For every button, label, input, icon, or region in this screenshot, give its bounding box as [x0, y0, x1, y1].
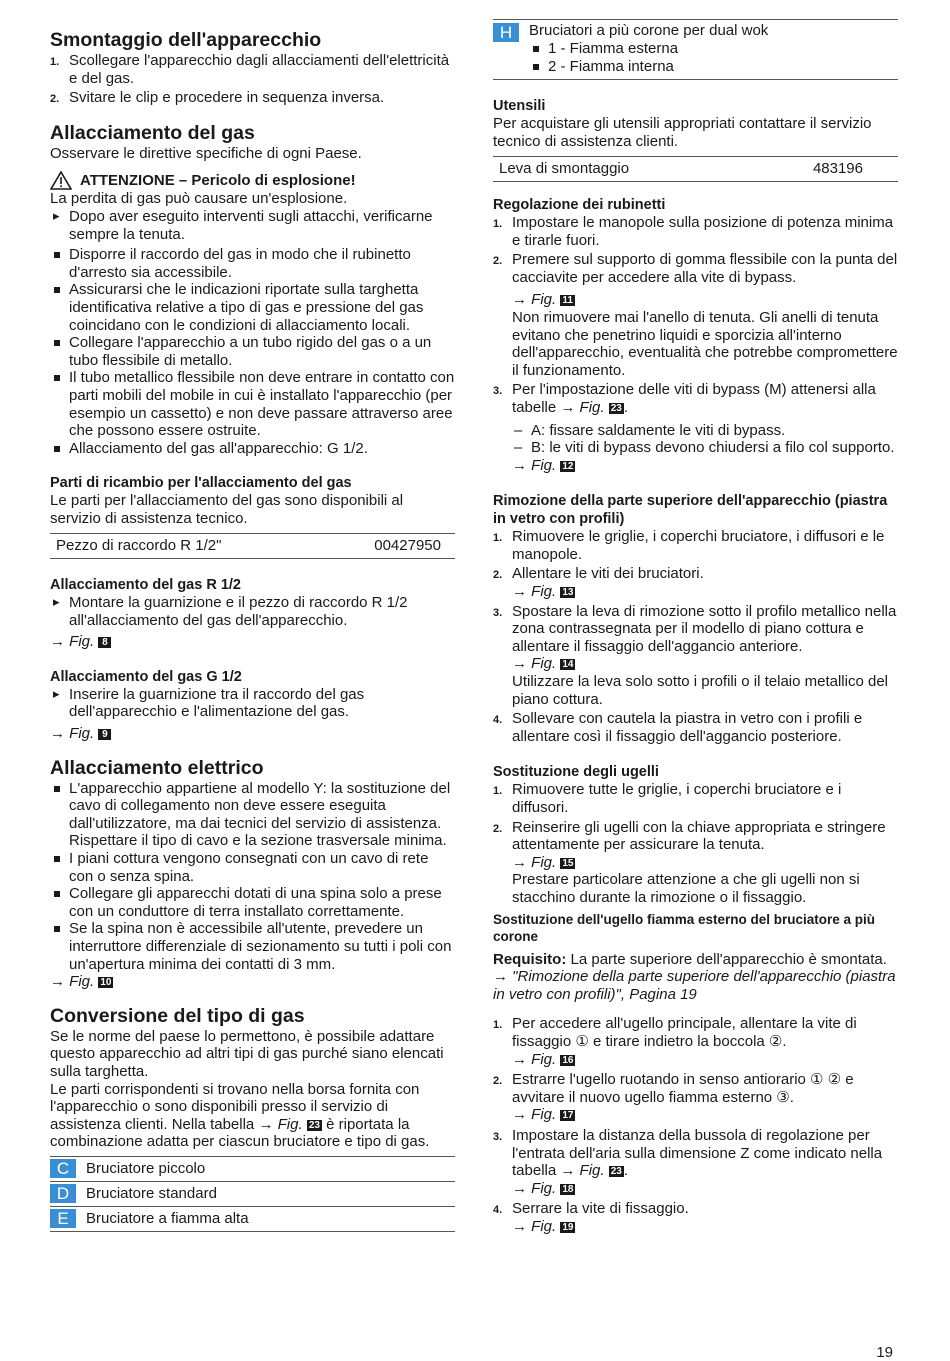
right-column: [493, 19, 898, 1235]
fig-reference: → Fig. 14: [512, 655, 574, 673]
fig-number: 8: [98, 637, 111, 648]
gas-action: [50, 208, 455, 243]
burner-table: [50, 1156, 455, 1232]
rimozione-steps: [493, 528, 898, 745]
table-row: E Bruciatore a fiamma alta: [50, 1207, 455, 1232]
list-item: – A: fissare saldamente le viti di bypass.: [512, 422, 898, 440]
list-item: Collegare gli apparecchi dotati di una spina solo a prese con un conduttore di terra installato correttamente.: [50, 885, 455, 920]
heading-elettrico: Allacciamento elettrico: [50, 756, 264, 779]
list-item: Allacciamento del gas all'apparecchio: G 1/2.: [50, 440, 455, 458]
fig-reference: → Fig. 9: [50, 725, 455, 743]
page-number: 19: [876, 1344, 893, 1361]
table-row: H Bruciatori a più corone per dual wok 1 - Fiamma esterna 2 - Fiamma interna: [493, 22, 898, 75]
left-column: [50, 28, 455, 1232]
heading-rimozione: Rimozione della parte superiore dell'apparecchio (piastra in vetro con profili): [493, 493, 888, 528]
conversione-text2: Le parti corrispondenti si trovano nella borsa fornita con l'apparecchio o sono disponibili presso il servizio di assistenza clienti. Nella tabella → Fig. 23 è riportata la combinazione adatta per ciascun bruciatore e tipo di gas.: [50, 1080, 430, 1151]
gas-bullets: [50, 246, 455, 457]
list-item: 2. Svitare le clip e procedere in sequenza inversa.: [50, 89, 385, 107]
fig-reference: → Fig. 16: [512, 1050, 574, 1068]
list-item: L'apparecchio appartiene al modello Y: la sostituzione del cavo di collegamento non deve essere eseguita dall'utilizzatore, ma dai tecnici del servizio di assistenza. Rispettare il tipo di cavo e la sezione trasversale minima.: [50, 780, 455, 850]
fig-reference: → Fig. 10: [50, 973, 112, 991]
list-item: Disporre il raccordo del gas in modo che il rubinetto d'arresto sia accessibile.: [50, 246, 455, 281]
list-item: Collegare l'apparecchio a un tubo rigido del gas o a un tubo flessibile di metallo.: [50, 334, 455, 369]
fig-number: 17: [562, 1110, 574, 1122]
list-item: 4. Serrare la vite di fissaggio. → Fig. 19: [493, 1200, 898, 1235]
fig-number: 11: [562, 295, 573, 307]
heading-conversione: Conversione del tipo di gas: [50, 1004, 305, 1027]
fig-number: 10: [100, 977, 112, 989]
fig-reference: → Fig. 18: [512, 1179, 574, 1197]
list-item: Assicurarsi che le indicazioni riportate sulla targhetta identificativa relative a tipo di gas e pressione del gas coincidano con le condizioni di allacciamento locali.: [50, 281, 455, 334]
fig-number: 14: [562, 659, 574, 671]
list-item: 1. Scollegare l'apparecchio dagli allacciamenti dell'elettricità e del gas.: [50, 52, 450, 87]
fig-number: 12: [562, 460, 574, 472]
conversione-text1: Se le norme del paese lo permettono, è possibile adattare questo apparecchio ad altri tipi di gas purché siano elencati sulla targhetta.: [50, 1027, 444, 1080]
fig-number: 13: [562, 587, 574, 599]
list-item: 1. Rimuovere le griglie, i coperchi bruciatore, i diffusori e le manopole.: [493, 528, 885, 563]
list-item: Il tubo metallico flessibile non deve entrare in contatto con parti mobili del mobile in cui è installato l'apparecchio (per esempio un cassetto) e non deve passare attraverso aree che possono essere ostruite.: [50, 369, 455, 439]
fig-reference: → Fig. 13: [512, 583, 574, 601]
fig-number: 16: [562, 1054, 574, 1066]
requirement: Requisito: La parte superiore dell'apparecchio è smontata. → "Rimozione della parte superiore dell'apparecchio (piastra in vetro con profili)", Pagina 19: [493, 950, 896, 1003]
heading-gas: Allacciamento del gas: [50, 121, 255, 144]
fig-reference: → Fig. 19: [512, 1217, 574, 1235]
list-item: – B: le viti di bypass devono chiudersi a filo col supporto.: [512, 439, 898, 457]
list-item: 2. Premere sul supporto di gomma flessibile con la punta del cacciavite per accedere alla vite di bypass. → Fig. 11 Non rimuovere mai l'anello di tenuta. Gli anelli di tenuta evitano che penetrino liquidi e sporcizia all'interno dell'apparecchio, eventualità che potrebbe compromettere il funzionamento.: [493, 251, 898, 379]
parts-table: [50, 533, 455, 559]
rubinetti-steps: [493, 214, 898, 474]
list-item: 2. Reinserire gli ugelli con la chiave appropriata e stringere attentamente per assicurare la tenuta. → Fig. 15 Prestare particolare attenzione a che gli ugelli non si stacchino durante la rimozione o il fissaggio.: [493, 819, 898, 907]
fig-reference: → Fig. 17: [512, 1106, 574, 1124]
heading-esterno: Sostituzione dell'ugello fiamma esterno del bruciatore a più corone: [493, 911, 876, 944]
gas-intro: Osservare le direttive specifiche di ogni Paese.: [50, 144, 362, 162]
fig-reference: → Fig. 11: [512, 291, 573, 309]
tools-table: [493, 156, 898, 182]
smontaggio-steps: [50, 52, 455, 107]
list-item: 4. Sollevare con cautela la piastra in vetro con i profili e allentare così il fissaggio dell'aggancio posteriore.: [493, 710, 863, 745]
list-item: ▸ Dopo aver eseguito interventi sugli attacchi, verificarne sempre la tenuta.: [50, 208, 455, 243]
list-item: 3. Impostare la distanza della bussola di regolazione per l'entrata dell'aria sulla dimensione Z come indicato nella tabella → Fig. 23 . → Fig. 18: [493, 1127, 898, 1197]
fig-reference: → Fig. 8: [50, 633, 455, 651]
fig-number: 18: [562, 1183, 574, 1195]
heading-g12: Allacciamento del gas G 1/2: [50, 668, 242, 685]
fig-number: 9: [98, 729, 111, 740]
letter-badge: C: [50, 1159, 76, 1178]
wok-items: [529, 40, 768, 75]
elettrico-bullets: [50, 780, 455, 974]
fig-reference: → Fig. 12: [512, 456, 574, 474]
warning-icon: [50, 171, 72, 190]
list-item: 1. Impostare le manopole sulla posizione di potenza minima e tirarle fuori.: [493, 213, 894, 249]
r12-action: [50, 594, 455, 629]
bypass-options: [512, 422, 898, 457]
letter-badge: D: [50, 1184, 76, 1203]
fig-reference: → Fig. 15: [512, 853, 574, 871]
letter-badge: H: [493, 23, 519, 42]
ricambio-text: Le parti per l'allacciamento del gas sono disponibili al servizio di assistenza tecnico.: [50, 492, 404, 527]
list-item: 2. Estrarre l'ugello ruotando in senso antiorario ① ② e avvitare il nuovo ugello fiamma esterno ③. → Fig. 17: [493, 1071, 898, 1124]
warning-text: La perdita di gas può causare un'esplosione.: [50, 190, 348, 208]
g12-action: [50, 686, 455, 721]
list-item: 3. Spostare la leva di rimozione sotto il profilo metallico nella zona contrassegnata per il modello di piano cottura e allentare il fissaggio dell'aggancio anteriore. → Fig. 14 Utilizzare la leva solo sotto i profili o il telaio metallico del piano cottura.: [493, 602, 897, 708]
ugelli-steps: [493, 781, 898, 906]
heading-ugelli: Sostituzione degli ugelli: [493, 764, 659, 781]
table-row: C Bruciatore piccolo: [50, 1157, 455, 1182]
table-row: Leva di smontaggio 483196: [499, 160, 863, 178]
list-item: Se la spina non è accessibile all'utente, prevedere un interruttore differenziale di sezionamento su tutti i poli con un'apertura minima dei contatti di 3 mm.: [50, 920, 455, 973]
list-item: ▸ Montare la guarnizione e il pezzo di raccordo R 1/2 all'allacciamento del gas dell'apparecchio.: [50, 594, 455, 629]
list-item: 1. Per accedere all'ugello principale, allentare la vite di fissaggio ① e tirare indietro la boccola ②. → Fig. 16: [493, 1015, 898, 1068]
wok-table: [493, 19, 898, 80]
fig-number: 19: [562, 1221, 574, 1233]
table-row: D Bruciatore standard: [50, 1182, 455, 1207]
warning-title: ATTENZIONE – Pericolo di esplosione!: [50, 171, 455, 190]
fig-number: 23: [610, 402, 622, 414]
heading-ricambio: Parti di ricambio per l'allacciamento del gas: [50, 475, 352, 492]
list-item: 2. Allentare le viti dei bruciatori. → Fig. 13: [493, 565, 898, 600]
table-row: Pezzo di raccordo R 1/2" 00427950: [56, 537, 441, 555]
list-item: 2 - Fiamma interna: [529, 58, 768, 76]
fig-number: 23: [308, 1119, 320, 1131]
list-item: 1 - Fiamma esterna: [529, 40, 768, 58]
heading-smontaggio: Smontaggio dell'apparecchio: [50, 29, 322, 51]
list-item: 3. Per l'impostazione delle viti di bypass (M) attenersi alla tabelle → Fig. 23 . – A: fissare saldamente le viti di bypass. – B: le viti di bypass devono chiudersi a filo col supporto. → Fig. 12: [493, 381, 898, 474]
list-item: I piani cottura vengono consegnati con un cavo di rete con o senza spina.: [50, 850, 455, 885]
letter-badge: E: [50, 1209, 76, 1228]
fig-number: 15: [562, 857, 574, 869]
esterno-steps: [493, 1015, 898, 1235]
fig-number: 23: [610, 1166, 622, 1178]
list-item: 1. Rimuovere tutte le griglie, i coperchi bruciatore e i diffusori.: [493, 781, 842, 816]
utensili-text: Per acquistare gli utensili appropriati contattare il servizio tecnico di assistenza clienti.: [493, 115, 872, 150]
cross-reference-link[interactable]: "Rimozione della parte superiore dell'apparecchio (piastra in vetro con profili)", Pagina 19: [493, 968, 896, 1003]
heading-rubinetti: Regolazione dei rubinetti: [493, 196, 666, 213]
heading-utensili: Utensili: [493, 98, 546, 115]
list-item: ▸ Inserire la guarnizione tra il raccordo del gas dell'apparecchio e l'alimentazione del gas.: [50, 686, 455, 721]
heading-r12: Allacciamento del gas R 1/2: [50, 577, 241, 594]
